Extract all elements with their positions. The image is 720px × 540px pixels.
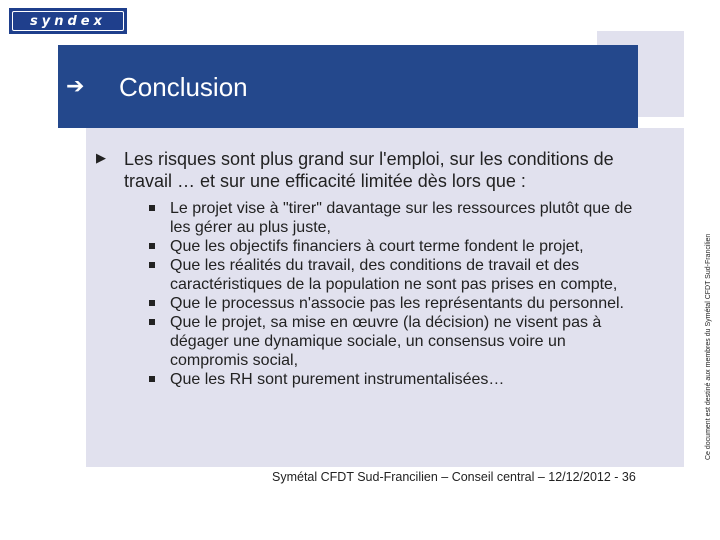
square-bullet-icon [149, 262, 155, 268]
list-item [148, 294, 648, 313]
syndex-logo [9, 8, 127, 34]
square-bullet-icon [149, 319, 155, 325]
sub-point-text: Que les RH sont purement instrumentalisées… [170, 371, 505, 388]
side-note: Ce document est destiné aux membres du Symétal CFDT Sud-Francilien [705, 233, 712, 460]
sub-point-text: Le projet vise à "tirer" davantage sur les ressources plutôt que de les gérer au plus juste, [170, 200, 633, 236]
sub-point-text: Que le processus n'associe pas les représentants du personnel. [170, 295, 624, 312]
sub-point-text: Que les réalités du travail, des conditions de travail et des caractéristiques de la population ne sont pas prises en compte, [170, 257, 618, 293]
sub-point-text: Que les objectifs financiers à court terme fondent le projet, [170, 238, 584, 255]
footer-text: Symétal CFDT Sud-Francilien – Conseil central – 12/12/2012 - 36 [272, 470, 636, 484]
list-item [148, 313, 648, 370]
square-bullet-icon [149, 376, 155, 382]
slide-title: Conclusion [119, 72, 248, 102]
sub-point-text: Que le projet, sa mise en œuvre (la décision) ne visent pas à dégager une dynamique sociale, un consensus voire un compromis social, [170, 314, 602, 369]
square-bullet-icon [149, 300, 155, 306]
main-point-text: Les risques sont plus grand sur l'emploi, sur les conditions de travail … et sur une efficacité limitée dès lors que : [124, 149, 614, 191]
list-item [148, 256, 648, 294]
square-bullet-icon [149, 243, 155, 249]
main-point [96, 148, 656, 192]
triangle-bullet-icon: ▶ [96, 151, 106, 166]
square-bullet-icon [149, 205, 155, 211]
sub-point-list [148, 199, 648, 389]
list-item [148, 199, 648, 237]
logo-text: syndex [12, 11, 124, 31]
list-item [148, 237, 648, 256]
list-item [148, 370, 648, 389]
right-arrow-icon: ➔ [66, 74, 85, 99]
